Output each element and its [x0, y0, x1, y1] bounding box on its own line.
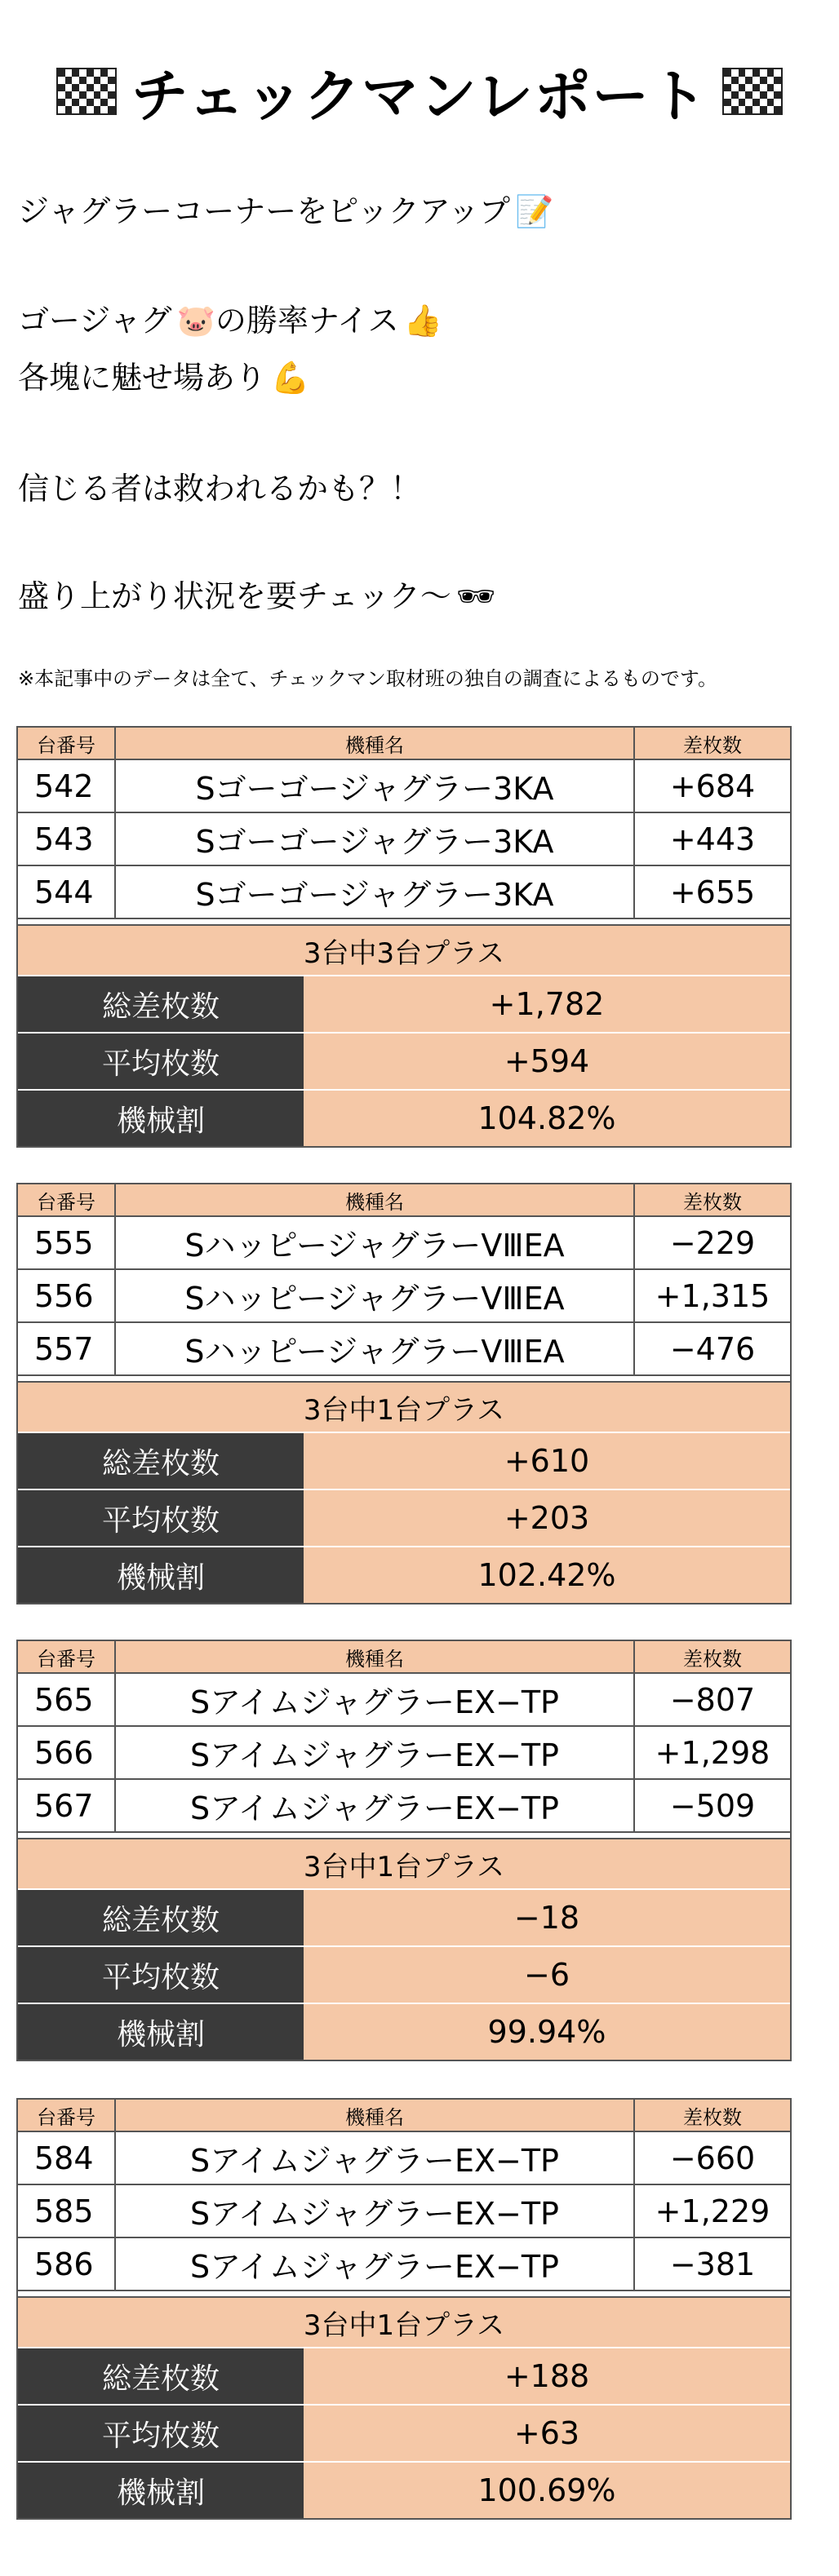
summary-label: 総差枚数 [18, 1890, 304, 1945]
spacer [18, 2291, 790, 2298]
header-number: 台番号 [18, 1641, 116, 1672]
summary-value: 99.94% [304, 2004, 790, 2060]
cell-machine: SアイムジャグラーEX−TP [116, 2132, 635, 2184]
summary-value: +63 [304, 2406, 790, 2461]
summary-value: +1,782 [304, 976, 790, 1032]
cell-diff: +684 [669, 768, 756, 804]
summary-value: +610 [304, 1433, 790, 1489]
summary-value: −18 [304, 1890, 790, 1945]
intro-text: の勝率ナイス [215, 303, 399, 339]
cell-diff: −807 [669, 1681, 756, 1718]
cell-number: 543 [18, 813, 116, 865]
table-header [18, 2100, 790, 2132]
summary-row-average [18, 2406, 790, 2463]
summary-label: 平均枚数 [18, 1947, 304, 2003]
cell-diff: −509 [669, 1787, 756, 1824]
cell-diff: −476 [669, 1330, 756, 1367]
sunglasses-icon: 🕶 [455, 578, 496, 614]
machine-block [16, 1183, 792, 1604]
summary-row-total [18, 976, 790, 1033]
table-row [18, 813, 790, 866]
header-diff: 差枚数 [683, 1190, 742, 1214]
summary-label: 総差枚数 [18, 2348, 304, 2404]
thumbs-up-icon: 👍 [403, 303, 443, 339]
summary-row-average [18, 1490, 790, 1547]
table-row [18, 2185, 790, 2238]
cell-number: 556 [18, 1270, 116, 1321]
cell-number: 584 [18, 2132, 116, 2184]
summary-row-total [18, 1890, 790, 1947]
summary-value: 102.42% [304, 1547, 790, 1603]
summary-label: 平均枚数 [18, 1033, 304, 1089]
summary-value: 104.82% [304, 1091, 790, 1146]
cell-machine: SハッピージャグラーVⅢEA [116, 1270, 635, 1321]
table-row [18, 2238, 790, 2291]
cell-diff: +1,315 [655, 1277, 770, 1314]
cell-number: 585 [18, 2185, 116, 2237]
intro-text: ゴージャグ [18, 303, 172, 339]
checkered-flag-icon [56, 68, 117, 115]
summary-row-total [18, 1433, 790, 1490]
table-row [18, 2132, 790, 2185]
cell-number: 566 [18, 1727, 116, 1778]
summary-value: +594 [304, 1033, 790, 1089]
title-row [0, 51, 839, 132]
page-title: チェックマンレポート [131, 62, 708, 130]
table-row [18, 1323, 790, 1376]
summary-row-average [18, 1947, 790, 2004]
cell-machine: Sゴーゴージャグラー3KA [116, 866, 635, 918]
summary-row-total [18, 2348, 790, 2406]
header-number: 台番号 [18, 1184, 116, 1215]
summary-label: 機械割 [18, 2463, 304, 2518]
plus-count: 3台中3台プラス [18, 926, 790, 976]
cell-number: 542 [18, 760, 116, 812]
table-header [18, 1641, 790, 1674]
summary-row-rate [18, 1091, 790, 1146]
cell-number: 565 [18, 1674, 116, 1725]
cell-number: 544 [18, 866, 116, 918]
header-machine: 機種名 [116, 1641, 635, 1672]
intro-text: ジャグラーコーナーをピックアップ [18, 193, 511, 229]
summary-row-rate [18, 2004, 790, 2060]
cell-diff: +655 [669, 874, 756, 910]
machine-block [16, 1640, 792, 2061]
cell-diff: +443 [669, 821, 756, 857]
disclaimer-note: ※本記事中のデータは全て、チェックマン取材班の独自の調査によるものです。 [18, 667, 717, 690]
header-diff: 差枚数 [683, 2105, 742, 2129]
cell-number: 555 [18, 1217, 116, 1268]
flexed-biceps-icon: 💪 [271, 360, 310, 396]
machine-block [16, 726, 792, 1148]
cell-machine: SアイムジャグラーEX−TP [116, 2185, 635, 2237]
cell-number: 567 [18, 1780, 116, 1831]
cell-machine: SアイムジャグラーEX−TP [116, 1674, 635, 1725]
table-row [18, 866, 790, 919]
cell-machine: SアイムジャグラーEX−TP [116, 1727, 635, 1778]
summary-value: +203 [304, 1490, 790, 1546]
summary-row-average [18, 1033, 790, 1091]
summary-label: 機械割 [18, 1091, 304, 1146]
summary-value: 100.69% [304, 2463, 790, 2518]
table-row [18, 1780, 790, 1833]
cell-machine: SアイムジャグラーEX−TP [116, 1780, 635, 1831]
header-number: 台番号 [18, 728, 116, 759]
machine-block [16, 2098, 792, 2520]
cell-machine: SハッピージャグラーVⅢEA [116, 1323, 635, 1374]
summary-label: 機械割 [18, 1547, 304, 1603]
summary-row-rate [18, 2463, 790, 2518]
intro-text: 各塊に魅せ場あり [18, 360, 267, 396]
plus-count: 3台中1台プラス [18, 1839, 790, 1890]
header-number: 台番号 [18, 2100, 116, 2131]
cell-diff: −660 [669, 2140, 756, 2176]
pig-icon: 🐷 [176, 303, 215, 339]
table-header [18, 1184, 790, 1217]
intro-line-1 [18, 186, 553, 231]
header-machine: 機種名 [116, 728, 635, 759]
cell-machine: SハッピージャグラーVⅢEA [116, 1217, 635, 1268]
cell-diff: +1,298 [655, 1734, 770, 1771]
table-row [18, 1727, 790, 1780]
header-machine: 機種名 [116, 1184, 635, 1215]
checkered-flag-icon [722, 68, 783, 115]
summary-label: 機械割 [18, 2004, 304, 2060]
intro-text: 盛り上がり状況を要チェック〜 [18, 578, 451, 614]
header-diff: 差枚数 [683, 1647, 742, 1671]
spacer [18, 1376, 790, 1383]
cell-machine: SアイムジャグラーEX−TP [116, 2238, 635, 2290]
spacer [18, 1833, 790, 1839]
cell-diff: +1,229 [655, 2193, 770, 2229]
table-row [18, 1217, 790, 1270]
cell-number: 557 [18, 1323, 116, 1374]
intro-line-2 [18, 295, 442, 340]
table-header [18, 728, 790, 760]
plus-count: 3台中1台プラス [18, 1383, 790, 1433]
cell-number: 586 [18, 2238, 116, 2290]
table-row [18, 760, 790, 813]
intro-line-5 [18, 571, 495, 616]
memo-icon: 📝 [515, 193, 554, 229]
cell-diff: −229 [669, 1224, 756, 1261]
cell-diff: −381 [669, 2246, 756, 2282]
summary-value: −6 [304, 1947, 790, 2003]
intro-line-3 [18, 352, 309, 397]
intro-line-4 [18, 463, 421, 508]
summary-value: +188 [304, 2348, 790, 2404]
summary-label: 平均枚数 [18, 2406, 304, 2461]
table-row [18, 1674, 790, 1727]
cell-machine: Sゴーゴージャグラー3KA [116, 760, 635, 812]
intro-text: 信じる者は救われるかも？！ [18, 471, 422, 507]
header-diff: 差枚数 [683, 733, 742, 757]
summary-label: 総差枚数 [18, 976, 304, 1032]
table-row [18, 1270, 790, 1323]
summary-label: 総差枚数 [18, 1433, 304, 1489]
cell-machine: Sゴーゴージャグラー3KA [116, 813, 635, 865]
summary-label: 平均枚数 [18, 1490, 304, 1546]
summary-row-rate [18, 1547, 790, 1603]
spacer [18, 919, 790, 926]
header-machine: 機種名 [116, 2100, 635, 2131]
plus-count: 3台中1台プラス [18, 2298, 790, 2348]
